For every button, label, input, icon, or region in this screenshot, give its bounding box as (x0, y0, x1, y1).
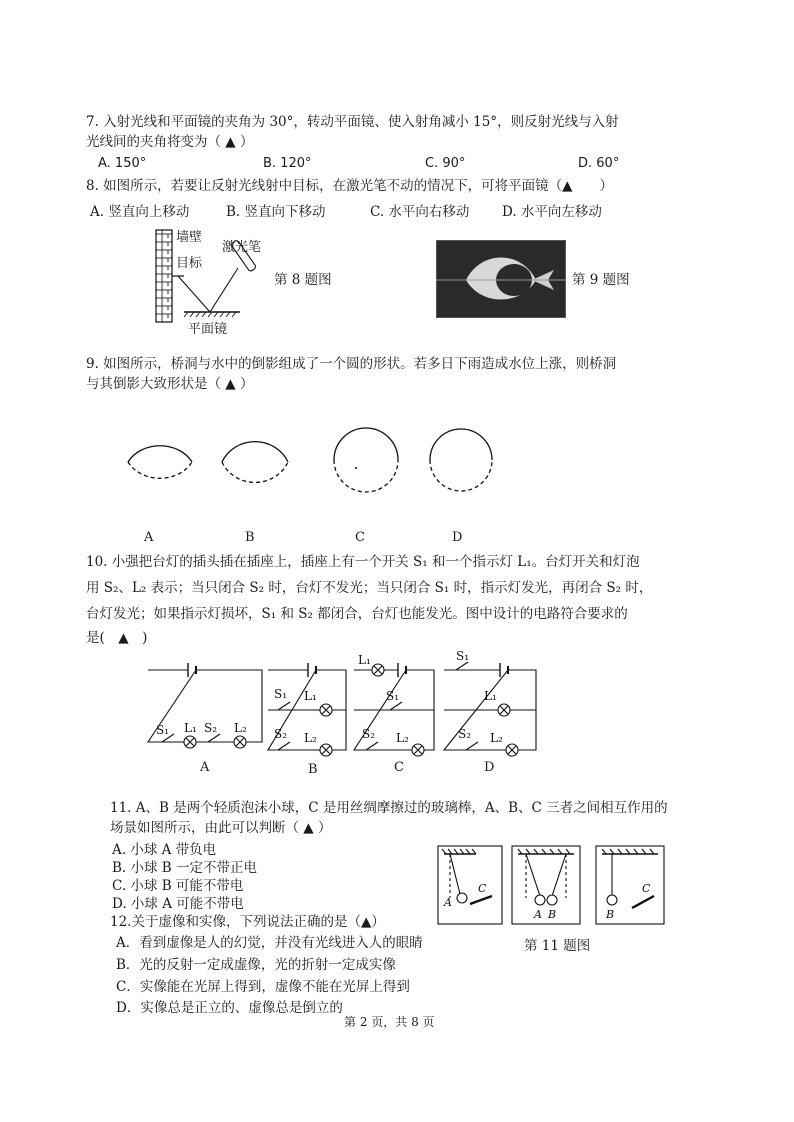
q9-shape-a (128, 446, 192, 479)
panel1-a-label: A (444, 896, 452, 909)
q8-label-laser: 激光笔 (222, 240, 262, 255)
q9-option-a: A (144, 530, 154, 545)
d-l2-label: L₂ (490, 731, 503, 745)
q11-figure (436, 842, 668, 928)
b-l1-label: L₁ (304, 689, 317, 703)
panel3-b-label: B (606, 908, 615, 921)
q10-stem-line4: 是( ▲ ) (86, 630, 148, 646)
q9-option-d: D (452, 530, 463, 545)
q7-option-c: C. 90° (425, 156, 466, 171)
panel2-a-label: A (534, 908, 542, 921)
q10-stem-line2: 用 S₂、L₂ 表示；当只闭合 S₂ 时，台灯不发光；当只闭合 S₁ 时，指示灯发光，再闭合 S₂ 时， (86, 580, 653, 596)
q9-stem-line1: 9. 如图所示，桥洞与水中的倒影组成了一个圆的形状。若多日下雨造成水位上涨，则桥洞 (86, 356, 617, 372)
c-s2-label: S₂ (362, 727, 376, 741)
q11-caption: 第 11 题图 (524, 938, 591, 954)
q7-stem-line1: 7. 入射光线和平面镜的夹角为 30°，转动平面镜、使入射角减小 15°，则反射光线与入射 (86, 114, 619, 130)
b-l2-label: L₂ (304, 731, 317, 745)
d-s2-label: S₂ (458, 727, 472, 741)
panel2-b-label: B (548, 908, 557, 921)
a-l2-label: L₂ (234, 721, 247, 735)
q10-stem-line3: 台灯发光；如果指示灯损坏，S₁ 和 S₂ 都闭合，台灯也能发光。图中设计的电路符合要求的 (86, 606, 628, 622)
q8-caption: 第 8 题图 (274, 272, 332, 288)
q8-option-c: C. 水平向右移动 (370, 204, 470, 220)
q12-stem: 12.关于虚像和实像，下列说法正确的是（▲） (110, 914, 385, 930)
q11-option-b: B. 小球 B 一定不带正电 (112, 860, 258, 876)
q7-stem-line2: 光线间的夹角将变为（ ▲ ） (86, 134, 254, 150)
q8-stem-line1: 8. 如图所示，若要让反射光线射中目标，在激光笔不动的情况下，可将平面镜（▲ ） (86, 178, 614, 194)
q9-bridge-photo (436, 240, 566, 318)
q8-label-wall: 墙壁 (176, 230, 203, 245)
b-s2-label: S₂ (274, 727, 288, 741)
q9-option-c: C (355, 530, 365, 545)
a-l1-label: L₁ (184, 721, 197, 735)
reflected-ray (178, 276, 210, 312)
q11-option-a: A. 小球 A 带负电 (112, 842, 217, 858)
c-l2-label: L₂ (396, 731, 409, 745)
q9-shape-c (334, 428, 398, 492)
q10-option-a: A (200, 760, 210, 775)
q9-option-b: B (245, 530, 255, 545)
q8-label-target: 目标 (176, 256, 203, 271)
q11-stem-line2: 场景如图所示，由此可以判断（ ▲ ） (110, 820, 332, 836)
q8-option-d: D. 水平向左移动 (502, 204, 602, 220)
q12-option-d: D．实像总是正立的、虚像总是倒立的 (116, 1000, 343, 1016)
a-s2-label: S₂ (204, 721, 218, 735)
incident-ray (210, 268, 238, 312)
wall-shape (156, 230, 172, 322)
q10-option-d: D (484, 760, 495, 775)
q9-stem-line2: 与其倒影大致形状是（ ▲ ） (86, 376, 254, 392)
q11-panel-1 (438, 846, 502, 924)
a-s1-label: S₁ (156, 723, 170, 737)
q12-option-b: B．光的反射一定成虚像，光的折射一定成实像 (116, 957, 396, 973)
q7-option-d: D. 60° (578, 156, 620, 171)
q7-option-b: B. 120° (263, 156, 312, 171)
q12-option-a: A．看到虚像是人的幻觉，并没有光线进入人的眼睛 (116, 935, 423, 951)
c-l1-label: L₁ (358, 653, 371, 667)
q10-stem-line1: 10. 小强把台灯的插头插在插座上，插座上有一个开关 S₁ 和一个指示灯 L₁。台灯开关和灯泡 (86, 554, 640, 570)
q9-shape-options (110, 418, 510, 518)
q8-label-mirror: 平面镜 (188, 322, 228, 337)
q10-circuits (140, 650, 550, 762)
d-s1-label: S₁ (456, 650, 470, 663)
q11-option-d: D. 小球 A 可能不带电 (112, 896, 244, 912)
c-s1-label: S₁ (386, 689, 400, 703)
b-s1-label: S₁ (274, 687, 288, 701)
q9-shape-b (222, 442, 288, 483)
q12-option-c: C．实像能在光屏上得到，虚像不能在光屏上得到 (116, 979, 410, 995)
d-l1-label: L₁ (484, 689, 497, 703)
q8-option-b: B. 竖直向下移动 (226, 204, 326, 220)
panel1-c-label: C (478, 882, 487, 895)
q9-shape-d (430, 429, 492, 491)
q9-caption: 第 9 题图 (572, 272, 630, 288)
circuit-c (354, 663, 434, 756)
q7-option-a: A. 150° (98, 156, 147, 171)
q8-option-a: A. 竖直向上移动 (90, 204, 190, 220)
q11-stem-line1: 11. A、B 是两个轻质泡沫小球，C 是用丝绸摩擦过的玻璃棒，A、B、C 三者之间相互作用的 (110, 800, 668, 816)
q10-option-b: B (308, 762, 318, 777)
page-footer: 第 2 页，共 8 页 (344, 1015, 435, 1029)
q11-panel-2 (512, 846, 580, 924)
q11-option-c: C. 小球 B 可能不带电 (112, 878, 244, 894)
panel3-c-label: C (642, 882, 651, 895)
q10-option-c: C (394, 760, 404, 775)
